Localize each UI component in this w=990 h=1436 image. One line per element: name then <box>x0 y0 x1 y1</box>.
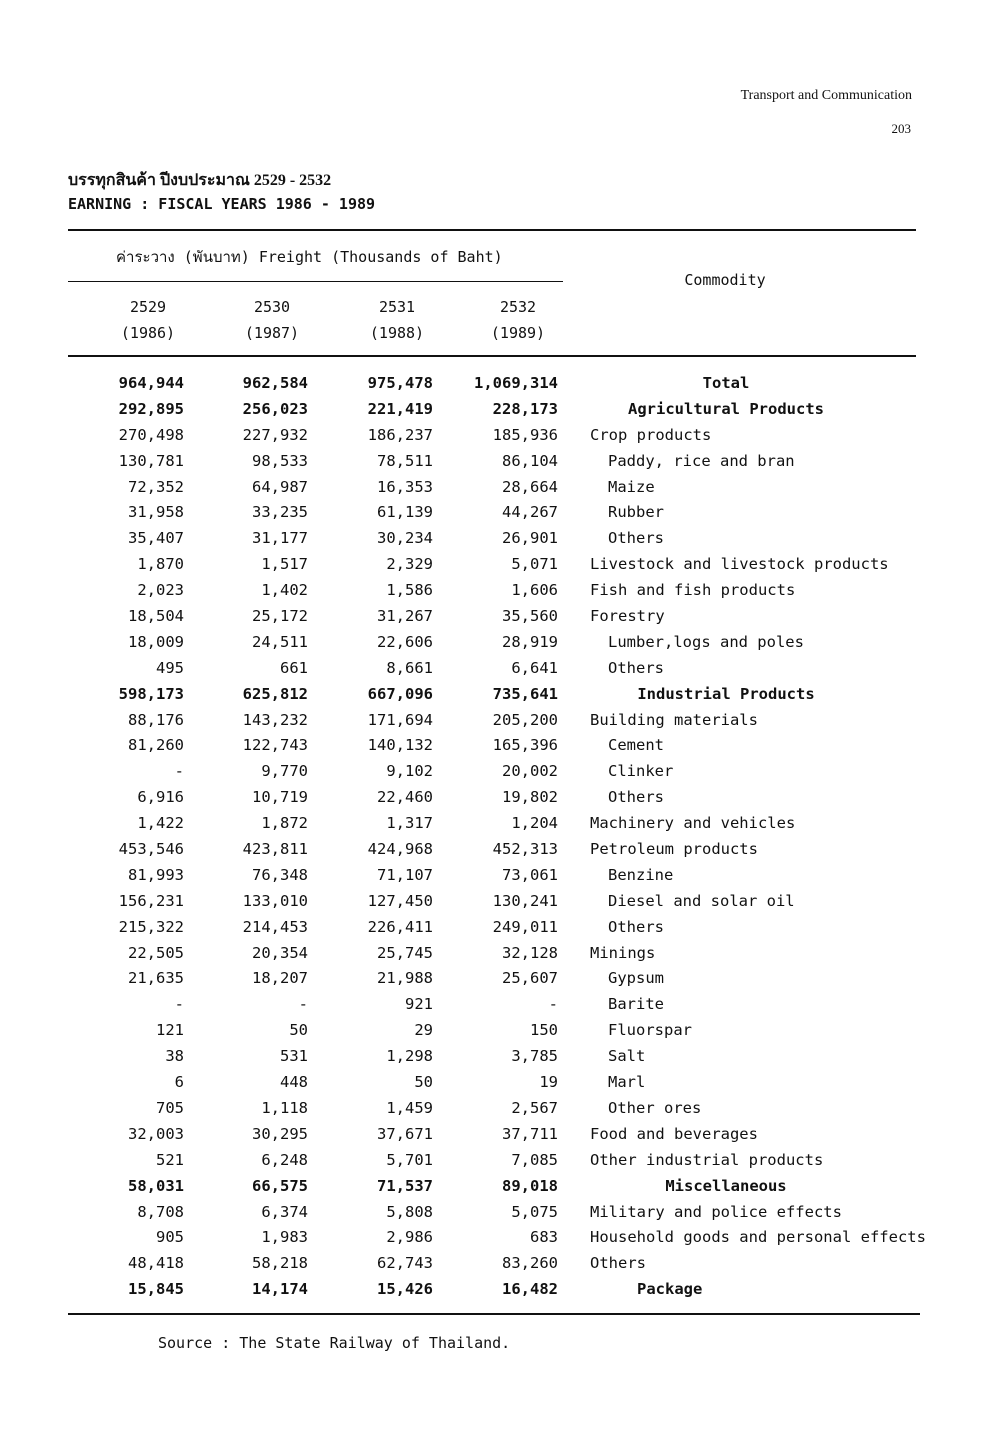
table-row <box>0 1276 990 1302</box>
value-cell: 22,505 <box>128 943 184 962</box>
table-row <box>0 810 990 836</box>
value-cell: 6,374 <box>261 1202 308 1221</box>
value-cell: 1,069,314 <box>474 374 558 392</box>
value-cell: 6,641 <box>511 658 558 677</box>
table-row <box>0 448 990 474</box>
value-cell: 2,986 <box>386 1228 433 1247</box>
commodity-cell: Other ores <box>608 1098 702 1117</box>
year-thai: 2531 <box>378 298 416 316</box>
value-cell: 171,694 <box>367 710 433 729</box>
commodity-cell: Forestry <box>590 607 665 626</box>
value-cell: 5,701 <box>386 1150 433 1169</box>
commodity-cell: Military and police effects <box>590 1202 842 1221</box>
table-row <box>0 1121 990 1147</box>
value-cell: 22,460 <box>377 788 433 807</box>
commodity-cell: Building materials <box>590 710 758 729</box>
value-cell: 2,023 <box>137 581 184 600</box>
value-cell: 140,132 <box>367 736 433 755</box>
value-cell: 8,661 <box>386 658 433 677</box>
table-row <box>0 474 990 500</box>
commodity-cell: Marl <box>608 1073 646 1092</box>
value-cell: 130,241 <box>492 891 558 910</box>
header-bottom-rule <box>68 355 916 357</box>
year-ad: (1989) <box>490 324 546 342</box>
table-row <box>0 1199 990 1225</box>
value-cell: 21,988 <box>377 969 433 988</box>
table-row <box>0 1250 990 1276</box>
value-cell: 214,453 <box>242 917 308 936</box>
table-title-thai: บรรทุกสินค้า ปีงบประมาณ 2529 - 2532 <box>68 172 332 189</box>
value-cell: 1,422 <box>137 814 184 833</box>
value-cell: 127,450 <box>367 891 433 910</box>
table-row <box>0 525 990 551</box>
commodity-cell: Machinery and vehicles <box>590 814 796 833</box>
table-row <box>0 965 990 991</box>
freight-header: ค่าระวาง (พันบาท) Freight (Thousands of Baht) <box>116 248 503 266</box>
value-cell: 1,459 <box>386 1098 433 1117</box>
value-cell: 292,895 <box>118 399 184 418</box>
value-cell: 256,023 <box>242 399 308 418</box>
value-cell: 270,498 <box>118 425 184 444</box>
table-top-rule <box>68 229 916 231</box>
value-cell: 975,478 <box>367 374 433 392</box>
value-cell: 58,218 <box>252 1254 308 1273</box>
value-cell: 25,172 <box>252 607 308 626</box>
commodity-cell: Miscellaneous <box>665 1176 787 1195</box>
value-cell: 66,575 <box>252 1176 308 1195</box>
value-cell: 962,584 <box>242 374 308 392</box>
table-bottom-rule <box>68 1313 920 1315</box>
value-cell: 423,811 <box>242 840 308 859</box>
commodity-cell: Cement <box>608 736 664 755</box>
value-cell: 16,482 <box>502 1280 558 1299</box>
commodity-cell: Gypsum <box>608 969 664 988</box>
value-cell: 89,018 <box>502 1176 558 1195</box>
commodity-cell: Food and beverages <box>590 1124 758 1143</box>
value-cell: 1,317 <box>386 814 433 833</box>
table-row <box>0 551 990 577</box>
value-cell: 249,011 <box>492 917 558 936</box>
value-cell: - <box>298 995 308 1014</box>
commodity-cell: Fluorspar <box>608 1021 692 1040</box>
value-cell: 156,231 <box>118 891 184 910</box>
value-cell: 18,207 <box>252 969 308 988</box>
value-cell: 64,987 <box>252 477 308 496</box>
value-cell: 28,919 <box>502 632 558 651</box>
table-row <box>0 732 990 758</box>
table-row <box>0 862 990 888</box>
commodity-cell: Household goods and personal effects <box>590 1228 926 1247</box>
value-cell: 7,085 <box>511 1150 558 1169</box>
value-cell: 61,139 <box>377 503 433 522</box>
value-cell: 14,174 <box>252 1280 308 1299</box>
value-cell: 5,071 <box>511 555 558 574</box>
commodity-cell: Total <box>702 374 750 392</box>
value-cell: 221,419 <box>367 399 433 418</box>
commodity-cell: Barite <box>608 995 664 1014</box>
value-cell: 921 <box>405 995 433 1014</box>
year-thai: 2532 <box>499 298 537 316</box>
commodity-cell: Others <box>608 788 664 807</box>
commodity-cell: Petroleum products <box>590 840 758 859</box>
value-cell: 71,107 <box>377 865 433 884</box>
value-cell: 28,664 <box>502 477 558 496</box>
table-row <box>0 1147 990 1173</box>
value-cell: 1,586 <box>386 581 433 600</box>
value-cell: 31,267 <box>377 607 433 626</box>
commodity-cell: Minings <box>590 943 656 962</box>
year-header-2529 <box>88 294 208 346</box>
year-header-2530 <box>212 294 332 346</box>
value-cell: 5,075 <box>511 1202 558 1221</box>
table-row <box>0 1224 990 1250</box>
value-cell: 165,396 <box>492 736 558 755</box>
value-cell: - <box>548 995 558 1014</box>
commodity-cell: Others <box>590 1254 646 1273</box>
value-cell: 6,248 <box>261 1150 308 1169</box>
table-row <box>0 758 990 784</box>
value-cell: 6,916 <box>137 788 184 807</box>
commodity-header: Commodity <box>684 271 766 289</box>
table-body <box>0 370 990 1302</box>
value-cell: 9,102 <box>386 762 433 781</box>
value-cell: 1,118 <box>261 1098 308 1117</box>
value-cell: 50 <box>414 1073 433 1092</box>
value-cell: 185,936 <box>492 425 558 444</box>
value-cell: 735,641 <box>492 684 558 703</box>
table-row <box>0 991 990 1017</box>
value-cell: 143,232 <box>242 710 308 729</box>
value-cell: 5,808 <box>386 1202 433 1221</box>
value-cell: 2,567 <box>511 1098 558 1117</box>
table-row <box>0 784 990 810</box>
value-cell: 86,104 <box>502 451 558 470</box>
table-row <box>0 370 990 396</box>
commodity-cell: Agricultural Products <box>628 399 824 418</box>
value-cell: 15,845 <box>128 1280 184 1299</box>
table-row <box>0 1043 990 1069</box>
value-cell: 50 <box>289 1021 308 1040</box>
commodity-cell: Livestock and livestock products <box>590 555 889 574</box>
value-cell: 44,267 <box>502 503 558 522</box>
value-cell: 15,426 <box>377 1280 433 1299</box>
commodity-cell: Industrial Products <box>637 684 815 703</box>
value-cell: 29 <box>414 1021 433 1040</box>
value-cell: 521 <box>156 1150 184 1169</box>
value-cell: 228,173 <box>492 399 558 418</box>
table-row <box>0 577 990 603</box>
value-cell: 705 <box>156 1098 184 1117</box>
commodity-cell: Paddy, rice and bran <box>608 451 795 470</box>
value-cell: 78,511 <box>377 451 433 470</box>
value-cell: 531 <box>280 1047 308 1066</box>
value-cell: 58,031 <box>128 1176 184 1195</box>
value-cell: 16,353 <box>377 477 433 496</box>
value-cell: 683 <box>530 1228 558 1247</box>
value-cell: 205,200 <box>492 710 558 729</box>
value-cell: 1,298 <box>386 1047 433 1066</box>
year-header-2531 <box>337 294 457 346</box>
value-cell: 905 <box>156 1228 184 1247</box>
table-row <box>0 940 990 966</box>
value-cell: 1,872 <box>261 814 308 833</box>
commodity-cell: Crop products <box>590 425 712 444</box>
value-cell: 31,958 <box>128 503 184 522</box>
value-cell: 1,983 <box>261 1228 308 1247</box>
freight-header-rule <box>68 281 563 282</box>
value-cell: 226,411 <box>367 917 433 936</box>
value-cell: 424,968 <box>367 840 433 859</box>
value-cell: 38 <box>165 1047 184 1066</box>
commodity-cell: Fish and fish products <box>590 581 796 600</box>
table-row <box>0 499 990 525</box>
value-cell: 667,096 <box>367 684 433 703</box>
table-row <box>0 655 990 681</box>
table-row <box>0 707 990 733</box>
value-cell: 3,785 <box>511 1047 558 1066</box>
table-row <box>0 1017 990 1043</box>
value-cell: - <box>174 995 184 1014</box>
value-cell: 81,993 <box>128 865 184 884</box>
commodity-cell: Clinker <box>608 762 674 781</box>
value-cell: 88,176 <box>128 710 184 729</box>
value-cell: 20,002 <box>502 762 558 781</box>
commodity-cell: Other industrial products <box>590 1150 824 1169</box>
source-note: Source : The State Railway of Thailand. <box>158 1334 511 1352</box>
year-ad: (1987) <box>244 324 300 342</box>
value-cell: 31,177 <box>252 529 308 548</box>
value-cell: 35,560 <box>502 607 558 626</box>
table-row <box>0 914 990 940</box>
value-cell: 62,743 <box>377 1254 433 1273</box>
table-row <box>0 836 990 862</box>
table-row <box>0 422 990 448</box>
commodity-cell: Salt <box>608 1047 646 1066</box>
value-cell: 8,708 <box>137 1202 184 1221</box>
value-cell: 35,407 <box>128 529 184 548</box>
value-cell: 48,418 <box>128 1254 184 1273</box>
value-cell: 495 <box>156 658 184 677</box>
year-header-2532 <box>458 294 578 346</box>
value-cell: 26,901 <box>502 529 558 548</box>
value-cell: 71,537 <box>377 1176 433 1195</box>
value-cell: 1,517 <box>261 555 308 574</box>
value-cell: 37,671 <box>377 1124 433 1143</box>
value-cell: 32,003 <box>128 1124 184 1143</box>
value-cell: 32,128 <box>502 943 558 962</box>
page-number: 203 <box>891 121 911 136</box>
value-cell: 20,354 <box>252 943 308 962</box>
value-cell: 30,295 <box>252 1124 308 1143</box>
value-cell: 1,204 <box>511 814 558 833</box>
value-cell: 19 <box>539 1073 558 1092</box>
commodity-cell: Others <box>608 658 664 677</box>
value-cell: 72,352 <box>128 477 184 496</box>
value-cell: 122,743 <box>242 736 308 755</box>
year-thai: 2529 <box>129 298 167 316</box>
value-cell: 25,607 <box>502 969 558 988</box>
value-cell: 1,606 <box>511 581 558 600</box>
commodity-cell: Rubber <box>608 503 664 522</box>
running-header: Transport and Communication <box>740 88 912 103</box>
value-cell: 33,235 <box>252 503 308 522</box>
commodity-cell: Diesel and solar oil <box>608 891 795 910</box>
value-cell: 76,348 <box>252 865 308 884</box>
value-cell: 625,812 <box>242 684 308 703</box>
value-cell: 37,711 <box>502 1124 558 1143</box>
value-cell: 121 <box>156 1021 184 1040</box>
value-cell: 30,234 <box>377 529 433 548</box>
value-cell: 73,061 <box>502 865 558 884</box>
table-title-english: EARNING : FISCAL YEARS 1986 - 1989 <box>68 195 376 213</box>
commodity-cell: Others <box>608 529 664 548</box>
value-cell: 452,313 <box>492 840 558 859</box>
value-cell: 598,173 <box>118 684 184 703</box>
table-row <box>0 1069 990 1095</box>
value-cell: 964,944 <box>118 374 184 392</box>
commodity-cell: Others <box>608 917 664 936</box>
value-cell: 453,546 <box>118 840 184 859</box>
year-thai: 2530 <box>253 298 291 316</box>
value-cell: 9,770 <box>261 762 308 781</box>
value-cell: 98,533 <box>252 451 308 470</box>
value-cell: 6 <box>174 1073 184 1092</box>
value-cell: 133,010 <box>242 891 308 910</box>
commodity-cell: Benzine <box>608 865 674 884</box>
value-cell: 227,932 <box>242 425 308 444</box>
value-cell: 81,260 <box>128 736 184 755</box>
value-cell: - <box>174 762 184 781</box>
value-cell: 10,719 <box>252 788 308 807</box>
value-cell: 215,322 <box>118 917 184 936</box>
value-cell: 19,802 <box>502 788 558 807</box>
value-cell: 1,402 <box>261 581 308 600</box>
table-row <box>0 1095 990 1121</box>
value-cell: 22,606 <box>377 632 433 651</box>
value-cell: 21,635 <box>128 969 184 988</box>
table-row <box>0 603 990 629</box>
value-cell: 24,511 <box>252 632 308 651</box>
table-row <box>0 681 990 707</box>
value-cell: 1,870 <box>137 555 184 574</box>
table-row <box>0 888 990 914</box>
value-cell: 83,260 <box>502 1254 558 1273</box>
value-cell: 150 <box>530 1021 558 1040</box>
commodity-cell: Package <box>637 1280 703 1299</box>
value-cell: 25,745 <box>377 943 433 962</box>
value-cell: 18,009 <box>128 632 184 651</box>
value-cell: 661 <box>280 658 308 677</box>
commodity-cell: Lumber,logs and poles <box>608 632 804 651</box>
table-row <box>0 396 990 422</box>
value-cell: 2,329 <box>386 555 433 574</box>
table-row <box>0 629 990 655</box>
value-cell: 448 <box>280 1073 308 1092</box>
table-row <box>0 1173 990 1199</box>
value-cell: 186,237 <box>367 425 433 444</box>
value-cell: 18,504 <box>128 607 184 626</box>
year-ad: (1986) <box>120 324 176 342</box>
commodity-cell: Maize <box>608 477 655 496</box>
year-ad: (1988) <box>369 324 425 342</box>
value-cell: 130,781 <box>118 451 184 470</box>
